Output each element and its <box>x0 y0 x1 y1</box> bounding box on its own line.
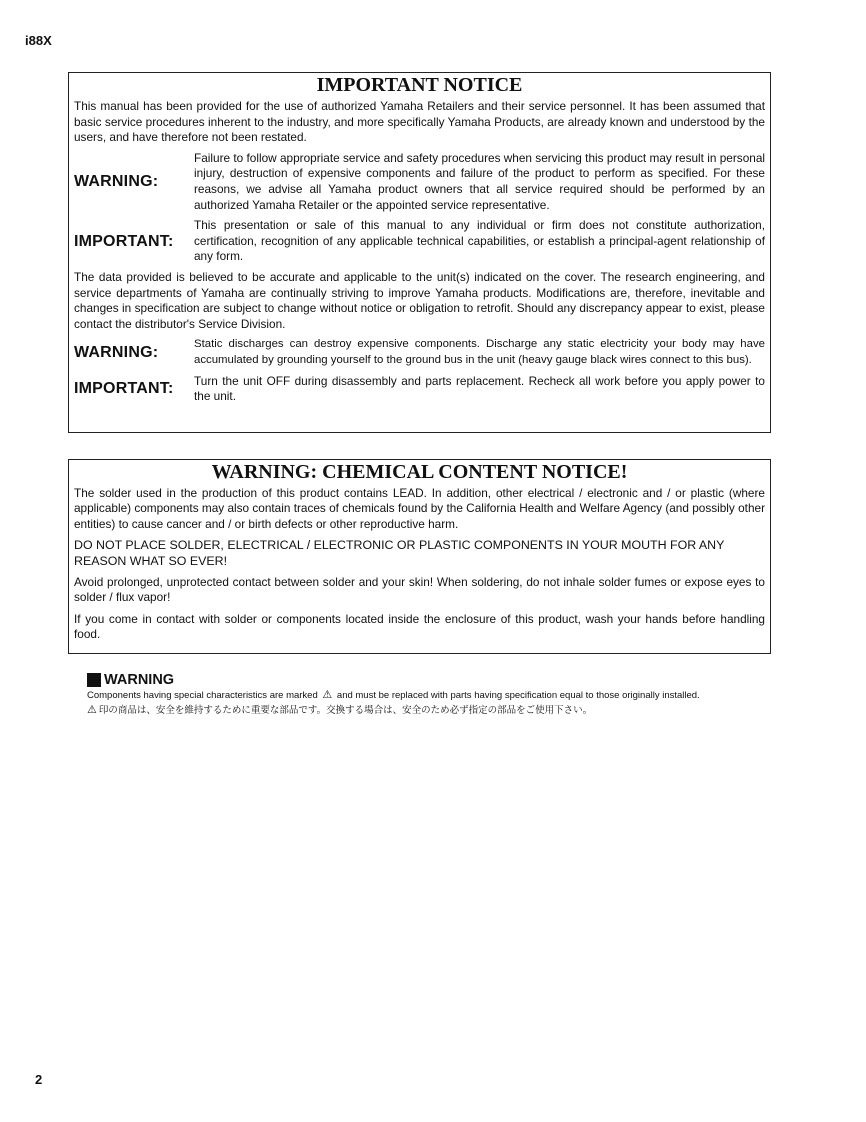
important-notice-title: IMPORTANT NOTICE <box>316 74 523 96</box>
important-label: IMPORTANT: <box>74 232 174 250</box>
warning-text: Failure to follow appropriate service and safety procedures when servicing this product may result in personal injury, destruction of expensive components and failure of the product to perform as specified. For these reasons, we advise all Yamaha product owners that all service required should be performed by an authorized Yamaha Retailer or the appointed service representative. <box>194 150 765 212</box>
parts-warning-title: WARNING <box>104 671 175 688</box>
warning-triangle-icon-jp: ⚠ <box>87 704 97 716</box>
chemical-contact-paragraph: Avoid prolonged, unprotected contact between solder and your skin! When soldering, do not inhale solder fumes or expose eyes to solder / flux vapor! <box>74 575 765 605</box>
model-label: i88X <box>25 33 52 48</box>
black-square-icon <box>87 673 101 687</box>
static-warning-label: WARNING: <box>74 343 159 361</box>
parts-warning-text-end: and must be replaced with parts having specification equal to those originally installed. <box>336 690 700 701</box>
power-important-row <box>74 374 765 405</box>
static-warning-row <box>74 337 765 368</box>
parts-warning-japanese-text: 印の商品は、安全を維持するために重要な部品です。交換する場合は、安全のため必ず指定の部品をご使用下さい。 <box>98 705 593 716</box>
static-warning-text: Static discharges can destroy expensive components. Discharge any static electricity your body may have accumulated by grounding yourself to the ground bus in the unit (heavy gauge black wires connect to this bus). <box>194 338 765 366</box>
chemical-mouth-warning: DO NOT PLACE SOLDER, ELECTRICAL / ELECTRONIC OR PLASTIC COMPONENTS IN YOUR MOUTH FOR ANY REASON WHAT SO EVER! <box>74 538 725 568</box>
chemical-notice-box <box>68 459 771 654</box>
notice-warning-row <box>74 151 765 213</box>
power-important-text: Turn the unit OFF during disassembly and parts replacement. Recheck all work before you apply power to the unit. <box>194 373 765 404</box>
page-number: 2 <box>35 1072 43 1087</box>
parts-warning-english-line <box>87 688 787 703</box>
data-accuracy-paragraph: The data provided is believed to be accurate and applicable to the unit(s) indicated on the cover. The research engineering, and service departments of Yamaha are continually striving to improve Yamaha products. Modifications are, therefore, inevitable and changes in specification are subject to change without notice or obligation to retrofit. Should any discrepancy appear to exist, please contact the distributor's Service Division. <box>74 269 765 331</box>
notice-important-row <box>74 218 765 265</box>
power-important-label: IMPORTANT: <box>74 380 174 398</box>
important-notice-box <box>68 72 771 433</box>
parts-warning-text-start: Components having special characteristics are marked <box>87 690 318 701</box>
important-text: This presentation or sale of this manual to any individual or firm does not constitute authorization, certification, recognition of any applicable technical capabilities, or establish a principal-agent relationship of any form. <box>194 218 765 264</box>
parts-warning-heading <box>87 671 787 688</box>
warning-label: WARNING: <box>74 172 159 190</box>
chemical-wash-paragraph: If you come in contact with solder or components located inside the enclosure of this product, wash your hands before handling food. <box>74 611 765 642</box>
parts-warning-japanese-line <box>87 703 787 718</box>
chemical-lead-paragraph: The solder used in the production of this product contains LEAD. In addition, other electrical / electronic and / or plastic (where applicable) components may also contain traces of chemicals found by the California Health and Welfare Agency (and possibly other entities) to cause cancer and / or birth defects or other reproductive harm. <box>74 486 765 531</box>
warning-triangle-icon: ⚠ <box>322 689 333 701</box>
notice-intro-paragraph: This manual has been provided for the use of authorized Yamaha Retailers and their service personnel. It has been assumed that basic service procedures inherent to the industry, and more specifically Yamaha Products, are already known and understood by the users, and have therefore not been restated. <box>74 99 765 145</box>
chemical-notice-title: WARNING: CHEMICAL CONTENT NOTICE! <box>211 461 628 483</box>
parts-warning-section <box>87 671 787 718</box>
